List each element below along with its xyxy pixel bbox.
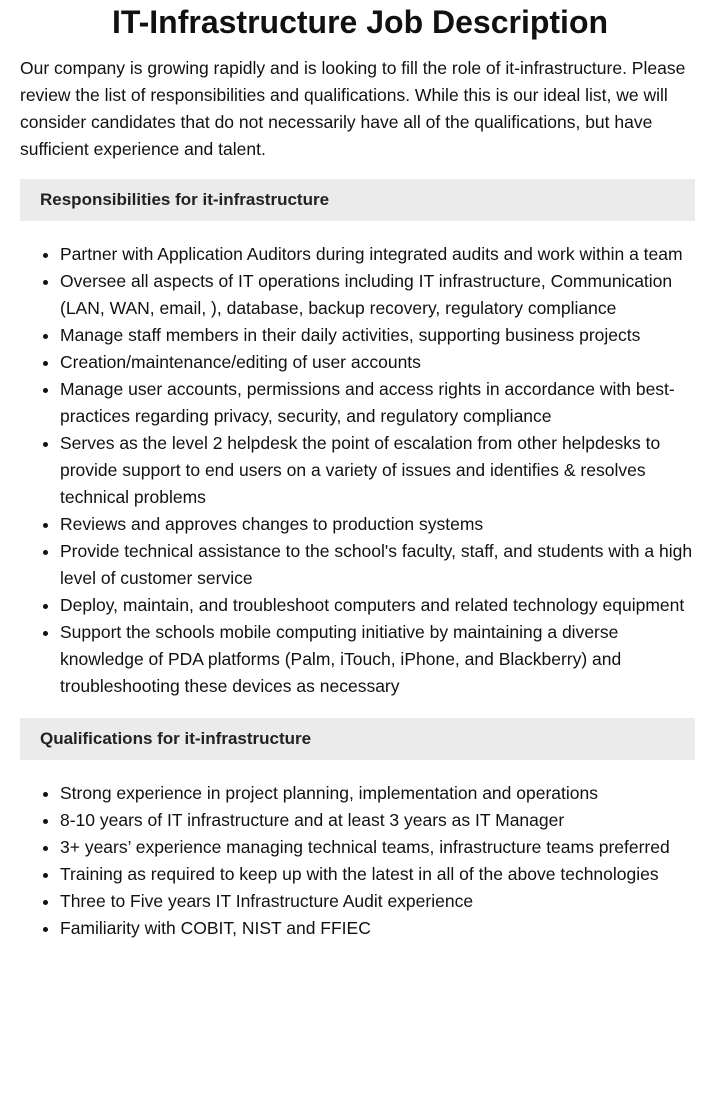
list-item: • Manage staff members in their daily activities, supporting business projects: [60, 322, 700, 349]
list-item: • Creation/maintenance/editing of user accounts: [60, 349, 700, 376]
list-item: • Support the schools mobile computing initiative by maintaining a diverse knowledge of PDA platforms (Palm, iTouch, iPhone, and Blackberry) and troubleshooting these devices as necessary: [60, 619, 700, 700]
list-item: • Serves as the level 2 helpdesk the point of escalation from other helpdesks to provide support to end users on a variety of issues and identifies & resolves technical problems: [60, 430, 700, 511]
list-item: • Deploy, maintain, and troubleshoot computers and related technology equipment: [60, 592, 700, 619]
intro-paragraph: Our company is growing rapidly and is looking to fill the role of it-infrastructure. Please review the list of responsibilities and qualifications. While this is our ideal list, we will consider candidates that do not necessarily have all of the qualifications, but have sufficient experience and talent.: [20, 58, 686, 159]
list-item: • Manage user accounts, permissions and access rights in accordance with best-practices regarding privacy, security, and regulatory compliance: [60, 376, 700, 430]
list-item: • Partner with Application Auditors during integrated audits and work within a team: [60, 241, 700, 268]
list-item: • Provide technical assistance to the school's faculty, staff, and students with a high level of customer service: [60, 538, 700, 592]
list-item: • Strong experience in project planning, implementation and operations: [60, 780, 700, 807]
list-item: • Reviews and approves changes to production systems: [60, 511, 700, 538]
page-title: IT-Infrastructure Job Description: [111, 4, 609, 40]
responsibilities-list: [20, 241, 700, 700]
qualifications-list: [20, 780, 700, 942]
list-item: • Training as required to keep up with the latest in all of the above technologies: [60, 861, 700, 888]
list-item: • Familiarity with COBIT, NIST and FFIEC: [60, 915, 700, 942]
list-item: • Three to Five years IT Infrastructure Audit experience: [60, 888, 700, 915]
qualifications-heading: Qualifications for it-infrastructure: [20, 718, 695, 760]
list-item: • 3+ years’ experience managing technical teams, infrastructure teams preferred: [60, 834, 700, 861]
list-item: • 8-10 years of IT infrastructure and at least 3 years as IT Manager: [60, 807, 700, 834]
responsibilities-heading: Responsibilities for it-infrastructure: [20, 179, 695, 221]
list-item: • Oversee all aspects of IT operations including IT infrastructure, Communication (LAN, WAN, email, ), database, backup recovery, regulatory compliance: [60, 268, 700, 322]
